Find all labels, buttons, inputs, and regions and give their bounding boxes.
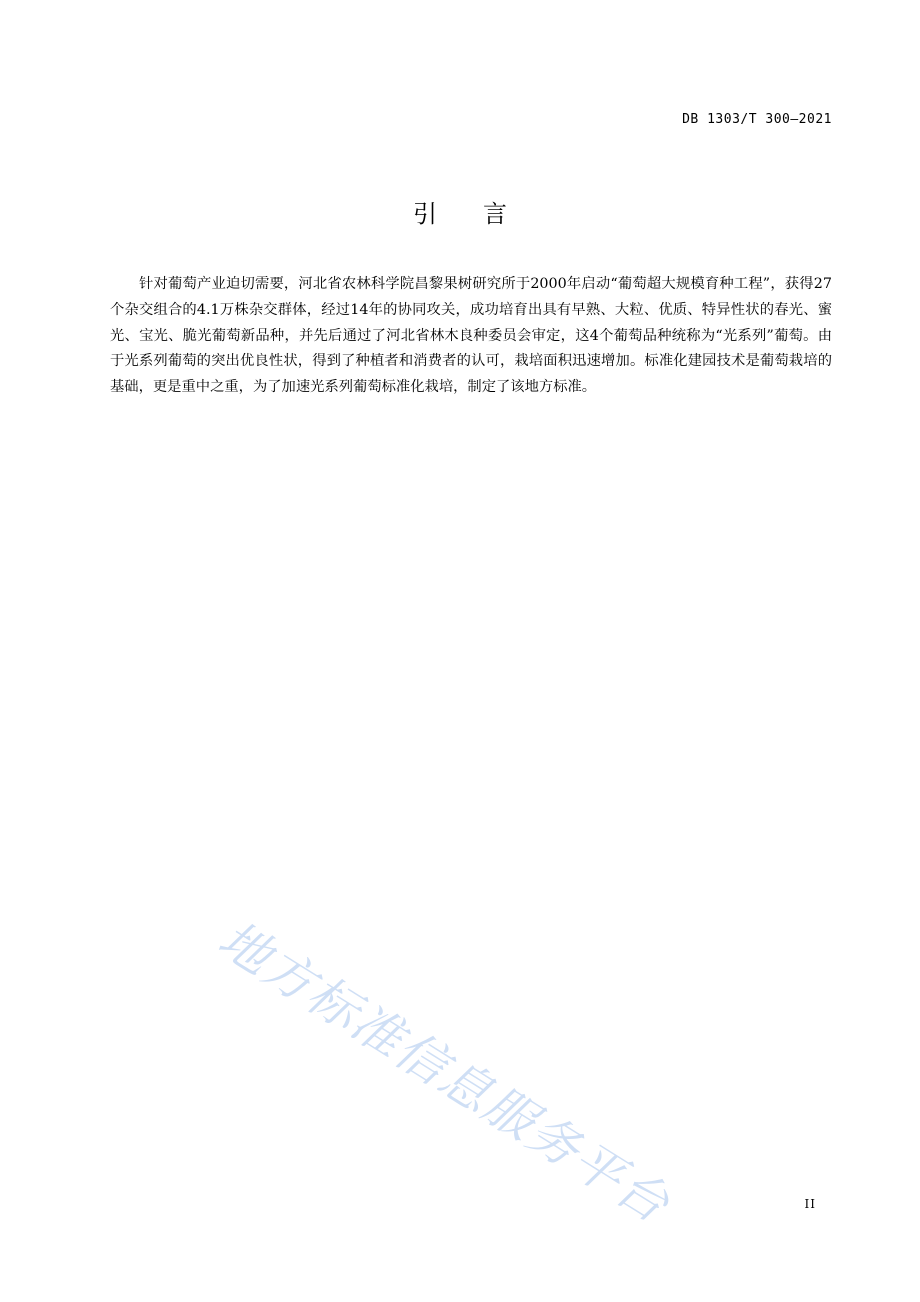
page-number: II xyxy=(804,1197,816,1211)
section-title: 引言 xyxy=(413,200,553,228)
watermark: 地方标准信息服务平台 xyxy=(208,909,681,1235)
standard-code: DB 1303/T 300—2021 xyxy=(682,112,832,127)
introduction-paragraph: 针对葡萄产业迫切需要，河北省农林科学院昌黎果树研究所于2000年启动“葡萄超大规模育种工程”，获得27个杂交组合的4.1万株杂交群体，经过14年的协同攻关，成功培育出具有早熟、大粒、优质、特异性状的春光、蜜光、宝光、脆光葡萄新品种，并先后通过了河北省林木良种委员会审定，这4个葡萄品种统称为“光系列”葡萄。由于光系列葡萄的突出优良性状，得到了种植者和消费者的认可，栽培面积迅速增加。标准化建园技术是葡萄栽培的基础，更是重中之重，为了加速光系列葡萄标准化栽培，制定了该地方标准。 xyxy=(110,276,832,396)
